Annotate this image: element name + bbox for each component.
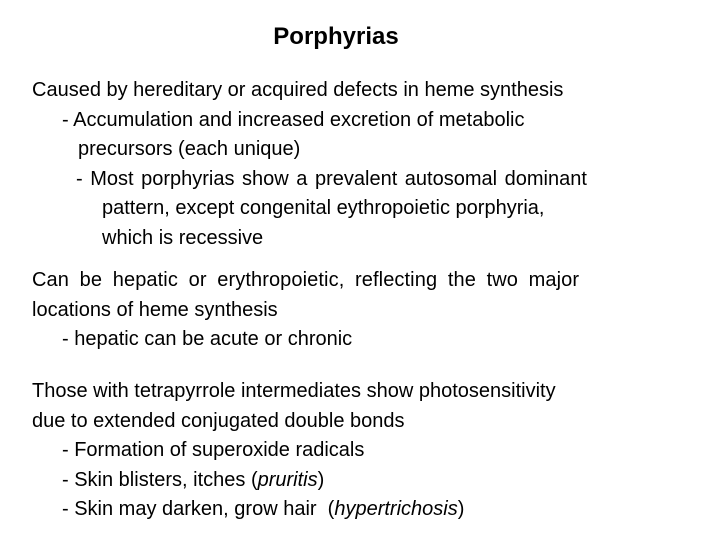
types-section — [32, 266, 682, 355]
blisters-close: ) — [317, 468, 325, 491]
hypertrichosis-term: hypertrichosis — [334, 498, 458, 520]
accumulation-bullet: - Accumulation and increased excretion of metabolic — [62, 108, 525, 131]
slide-title: Porphyrias — [273, 23, 399, 50]
inheritance-bullet-cont: which is recessive — [102, 226, 264, 249]
superoxide-bullet: - Formation of superoxide radicals — [62, 439, 365, 461]
blisters-text: - Skin blisters, itches ( — [62, 468, 258, 491]
hair-bullet — [32, 495, 682, 525]
hair-text: - Skin may darken, grow hair ( — [62, 498, 335, 520]
blisters-bullet — [32, 466, 682, 496]
pruritis-term: pruritis — [257, 468, 318, 491]
types-line-cont: locations of heme synthesis — [32, 298, 278, 321]
causes-section — [32, 76, 682, 253]
photosensitivity-line-cont: due to extended conjugated double bonds — [32, 409, 405, 432]
photosensitivity-line: Those with tetrapyrrole intermediates show photosensitivity — [32, 380, 556, 402]
accumulation-bullet-cont: precursors (each unique) — [78, 138, 301, 160]
inheritance-bullet-cont: pattern, except congenital eythropoietic porphyria, — [102, 197, 545, 219]
inheritance-bullet: - Most porphyrias show a prevalent autosomal dominant — [76, 167, 587, 190]
hair-close: ) — [457, 498, 465, 520]
types-line: Can be hepatic or erythropoietic, reflecting the two major — [32, 269, 580, 291]
photosensitivity-section — [32, 377, 682, 525]
hepatic-bullet: - hepatic can be acute or chronic — [62, 328, 353, 350]
causes-line: Caused by hereditary or acquired defects in heme synthesis — [32, 79, 564, 101]
